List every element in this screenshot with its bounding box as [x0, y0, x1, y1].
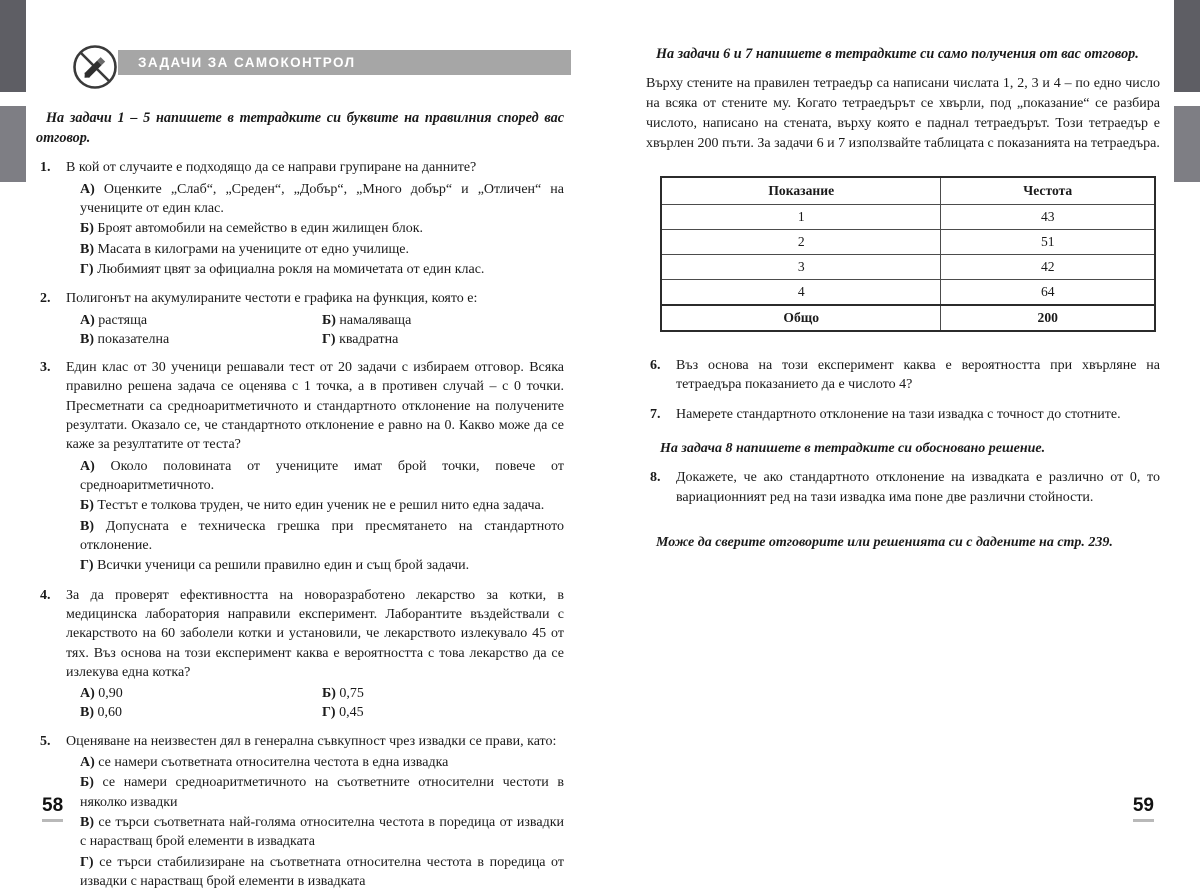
table-cell: Общо: [661, 305, 941, 331]
question-option: Г) квадратна: [322, 331, 399, 347]
page-number-right: 59: [1133, 795, 1154, 824]
table-cell: 4: [661, 279, 941, 305]
question-option: Г) Всички ученици са решили правилно един и същ брой задачи.: [80, 558, 470, 574]
left-lead-instruction: На задачи 1 – 5 напишете в тетрадките си буквите на правилния според вас отговор.: [36, 110, 564, 147]
question-option: Б) се намери средноаритметичното на съответните относителни честоти в няколко извадки: [80, 775, 564, 810]
question-option: Б) 0,75: [322, 686, 364, 702]
left-question-list: [36, 158, 564, 892]
question-option: В) показателна: [80, 331, 170, 347]
task8-lead-instruction: На задача 8 напишете в тетрадките си обосновано решение.: [660, 440, 1046, 456]
right-intro-paragraph: Върху стените на правилен тетраедър са написани числата 1, 2, 3 и 4 – по едно число на всяка от стените му. Когато тетраедърът се хвърли, под „показание“ се разбира числото, написано на стената, върху която е паднал тетраедърът. Този тетраедър е хвърлен 200 пъти. За задачи 6 и 7 използвайте таблицата с показанията на тетраедъра.: [646, 76, 1160, 151]
question-option: В) Масата в килограми на учениците от едно училище.: [80, 241, 409, 257]
question-item: [36, 158, 564, 280]
table-row: [661, 254, 1155, 279]
question-option: А) растяща: [80, 312, 148, 328]
question-item: [646, 405, 1160, 426]
table-row: [661, 229, 1155, 254]
question-text: Намерете стандартното отклонение на тази извадка с точност до стотните.: [676, 407, 1121, 423]
question-option: Г) се търси стабилизиране на съответната относителна честота в поредица от извадки с нарастващ брой елементи в извадката: [80, 854, 564, 889]
question-text: За да проверят ефективността на новоразработено лекарство за котки, в медицинска лаборатория направили експеримент. Лаборантите въздействали с лекарството на 60 заболели котки и установили, че лекарството излекувало 45 от тях. Въз основа на този експеримент каква е вероятността с това лекарство да се излекува една котка?: [66, 587, 564, 680]
question-text: Въз основа на този експеримент каква е вероятността при хвърляне на тетраедъра показанието да е числото 4?: [676, 357, 1160, 392]
section-header-bar: [118, 50, 571, 75]
question-item: [36, 289, 564, 349]
question-number: 6.: [650, 357, 661, 373]
question-option: Б) намаляваща: [322, 312, 412, 328]
page-right: [600, 0, 1200, 852]
question-number: 2.: [40, 291, 51, 307]
question-item: [36, 358, 564, 576]
task8-list: [646, 468, 1160, 509]
question-option: Б) Броят автомобили на семейство в един жилищен блок.: [80, 221, 424, 237]
question-option: Б) Тестът е толкова труден, че нито един ученик не е решил нито една задача.: [80, 498, 545, 514]
question-option: В) се търси съответната най-голяма относителна честота в поредица от извадки с нарастващ брой елементи в извадката: [80, 815, 564, 850]
page-number-left: 58: [42, 795, 63, 824]
question-option: Г) Любимият цвят за официална рокля на момичетата от един клас.: [80, 261, 485, 277]
table-cell: 3: [661, 254, 941, 279]
table-cell: 42: [941, 254, 1155, 279]
question-number: 7.: [650, 407, 661, 423]
table-header-row: [661, 177, 1155, 205]
question-number: 1.: [40, 160, 51, 176]
table-cell: 2: [661, 229, 941, 254]
table-cell: 200: [941, 305, 1155, 331]
question-text: Оценяване на неизвестен дял в генерална съвкупност чрез извадки се прави, като:: [66, 733, 557, 749]
question-option: А) 0,90: [80, 686, 123, 702]
table-row: [661, 279, 1155, 305]
question-item: [646, 356, 1160, 397]
question-text: Един клас от 30 ученици решавали тест от 20 задачи с избираем отговор. Всяка правилно решена задача се оценява с 1 точка, а в противен случай – с 0 точки. Пресметнати са средноаритметичното и стандартното отклонение на получените резултати. Оказало се, че стандартното отклонение е равно на 0. Какво може да се каже за резултатите от теста?: [66, 360, 564, 453]
question-option-row: [66, 684, 564, 703]
frequency-table: [660, 176, 1156, 332]
question-option-row: [66, 311, 564, 330]
table-cell: 1: [661, 204, 941, 229]
table-row: [661, 204, 1155, 229]
page-left: [0, 0, 600, 889]
right-lead-instruction: На задачи 6 и 7 напишете в тетрадките си само получения от вас отговор.: [656, 46, 1139, 62]
question-option: В) 0,60: [80, 705, 122, 721]
question-number: 4.: [40, 587, 51, 603]
table-column-header: Честота: [941, 177, 1155, 205]
table-column-header: Показание: [661, 177, 941, 205]
question-option: А) Оценките „Слаб“, „Среден“, „Добър“, „Много добър“ и „Отличен“ на учениците от един клас.: [80, 181, 564, 216]
question-option: В) Допусната е техническа грешка при пресмятането на стандартното отклонение.: [80, 518, 564, 553]
section-title: ЗАДАЧИ ЗА САМОКОНТРОЛ: [138, 55, 356, 70]
question-option: Г) 0,45: [322, 705, 364, 721]
pencil-crossed-icon: [72, 44, 118, 90]
question-text: Докажете, че ако стандартното отклонение на извадката е различно от 0, то вариационният ред на тази извадка има поне две различни стойности.: [676, 470, 1160, 505]
table-cell: 43: [941, 204, 1155, 229]
right-question-list: [646, 356, 1160, 427]
question-item: [36, 732, 564, 892]
question-text: В кой от случаите е подходящо да се направи групиране на данните?: [66, 160, 477, 176]
question-text: Полигонът на акумулираните честоти е графика на функция, която е:: [66, 291, 478, 307]
frequency-table-wrap: [660, 176, 1156, 332]
question-option-row: [66, 703, 564, 722]
table-cell: 64: [941, 279, 1155, 305]
question-number: 8.: [650, 470, 661, 486]
question-option: А) се намери съответната относителна честота в една извадка: [80, 755, 449, 771]
question-item: [36, 586, 564, 723]
question-option: А) Около половината от учениците имат брой точки, повече от средноаритметичното.: [80, 458, 564, 493]
question-number: 5.: [40, 733, 51, 749]
question-number: 3.: [40, 360, 51, 376]
closing-note: Може да сверите отговорите или решенията си с дадените на стр. 239.: [656, 534, 1113, 550]
question-option-row: [66, 330, 564, 349]
question-item: [646, 468, 1160, 509]
table-cell: 51: [941, 229, 1155, 254]
table-total-row: [661, 305, 1155, 331]
section-header: [72, 44, 564, 90]
